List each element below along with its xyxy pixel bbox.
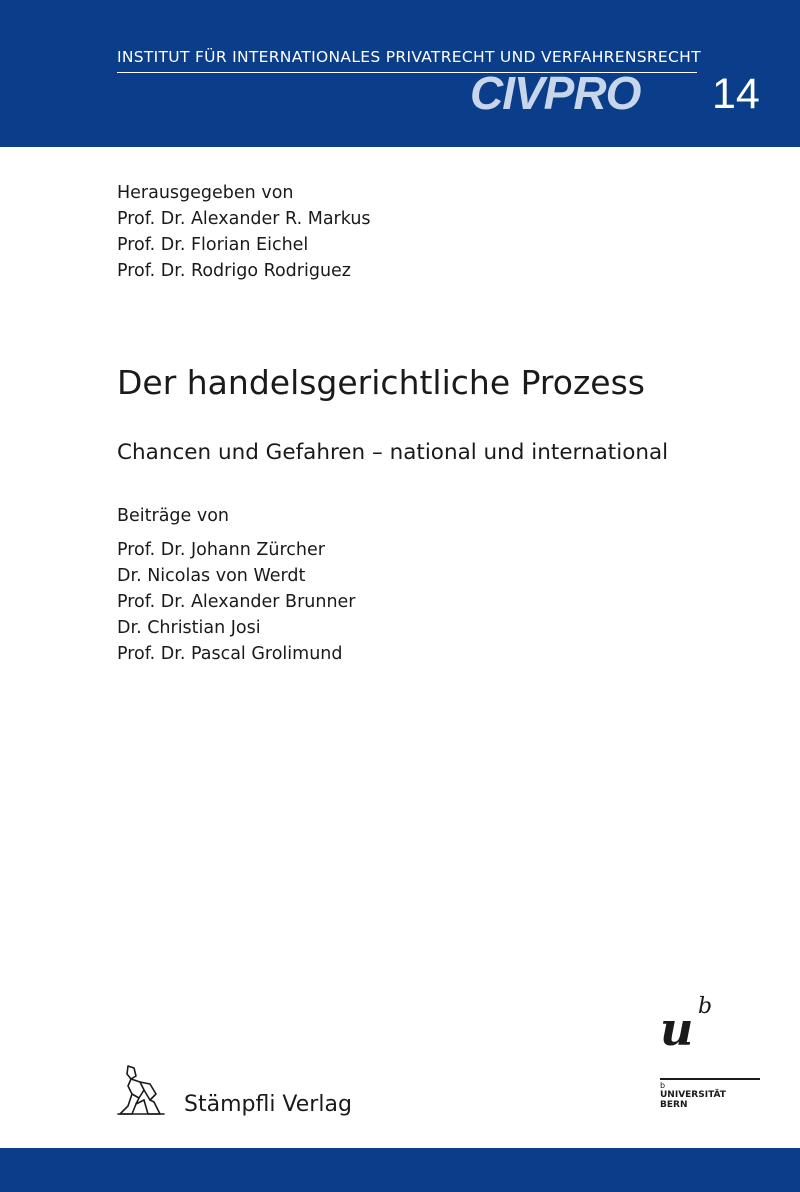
- university-name-line2: BERN: [660, 1100, 688, 1110]
- contributors-block: [117, 503, 356, 667]
- contributor-name: Prof. Dr. Pascal Grolimund: [117, 644, 343, 664]
- publisher-name: Stämpfli Verlag: [184, 1092, 352, 1117]
- series-logo: CIVPRO: [470, 67, 641, 119]
- university-name: [660, 1090, 726, 1110]
- editor-name: Prof. Dr. Florian Eichel: [117, 235, 309, 255]
- editors-lead: Herausgegeben von: [117, 183, 294, 203]
- editors-block: [117, 180, 371, 284]
- university-logo-u: u: [660, 1002, 694, 1056]
- contributor-name: Prof. Dr. Alexander Brunner: [117, 592, 356, 612]
- editor-name: Prof. Dr. Alexander R. Markus: [117, 209, 371, 229]
- book-subtitle: Chancen und Gefahren – national und international: [117, 440, 669, 465]
- contributors-lead: Beiträge von: [117, 506, 230, 526]
- university-rule: [660, 1078, 760, 1080]
- series-number: 14: [712, 70, 760, 118]
- institute-name: INSTITUT FÜR INTERNATIONALES PRIVATRECHT UND VERFAHRENSRECHT: [117, 48, 701, 66]
- university-small-b: b: [660, 1081, 666, 1090]
- book-title: Der handelsgerichtliche Prozess: [117, 363, 645, 402]
- contributor-name: Dr. Nicolas von Werdt: [117, 566, 306, 586]
- editor-name: Prof. Dr. Rodrigo Rodriguez: [117, 261, 351, 281]
- header-band: [0, 0, 800, 147]
- university-logo-b: b: [698, 994, 713, 1019]
- contributor-name: Dr. Christian Josi: [117, 618, 261, 638]
- university-logo: [660, 996, 764, 1116]
- publisher-figure-icon: [114, 1062, 168, 1118]
- contributor-name: Prof. Dr. Johann Zürcher: [117, 540, 325, 560]
- footer-band: [0, 1148, 800, 1192]
- university-name-line1: UNIVERSITÄT: [660, 1090, 726, 1100]
